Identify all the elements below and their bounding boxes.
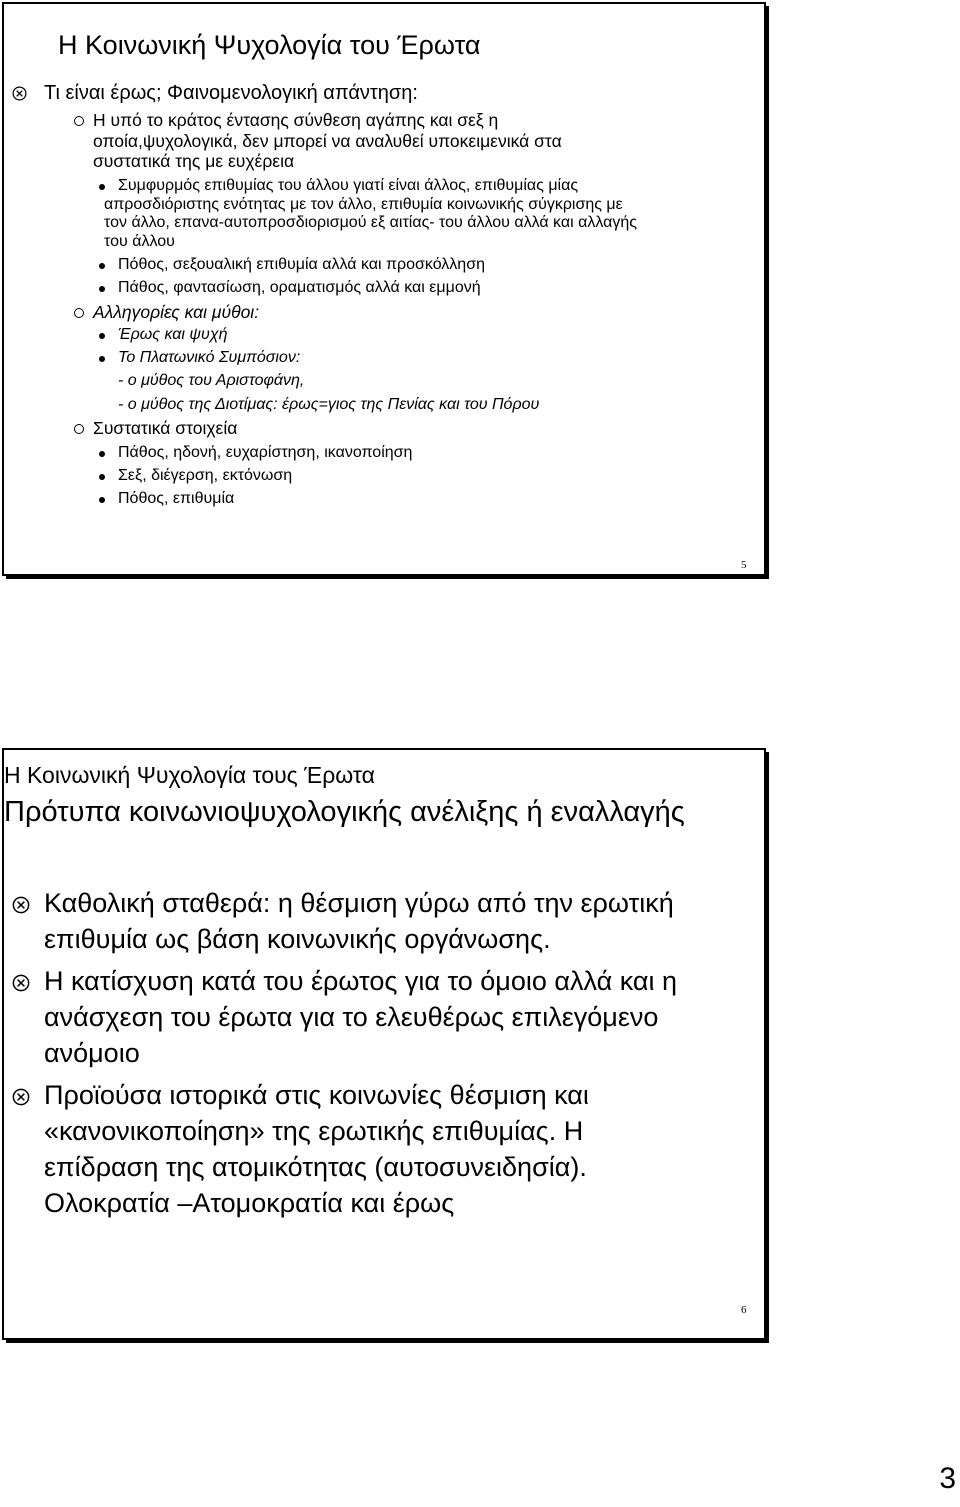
dot-bullet-icon <box>99 286 105 292</box>
point-line: Καθολική σταθερά: η θέσμιση γύρω από την ερωτική <box>44 888 674 918</box>
components-heading: Συστατικά στοιχεία <box>93 418 238 438</box>
hollow-circle-bullet-icon <box>74 116 84 126</box>
dot-bullet-icon <box>99 356 105 362</box>
dot-bullet-icon <box>99 474 105 480</box>
slide-6-title: Η Κοινωνική Ψυχολογία τους Έρωτα <box>4 762 375 788</box>
bullet-text: Πάθος, φαντασίωση, οραματισμός αλλά και εμμονή <box>118 279 481 296</box>
point-line: ανόμοιο <box>44 1038 140 1068</box>
bullet-text: Πόθος, επιθυμία <box>118 490 235 507</box>
slide-5-title: Η Κοινωνική Ψυχολογία του Έρωτα <box>58 30 481 60</box>
slide-5-shadow-right <box>766 6 769 579</box>
dash-line: - ο μύθος της Διοτίμας: έρως=γιος της Πενίας και του Πόρου <box>118 396 540 413</box>
hollow-circle-bullet-icon <box>74 424 84 434</box>
slide-page-number: 5 <box>741 559 747 571</box>
point-line: Η κατίσχυση κατά του έρωτος για το όμοιο αλλά και η <box>44 966 677 996</box>
hollow-circle-bullet-icon <box>74 308 84 318</box>
dot-bullet-icon <box>99 451 105 457</box>
dot-bullet-icon <box>99 184 105 190</box>
point-line: «κανονικοποίηση» της ερωτικής επιθυμίας. Η <box>44 1116 584 1146</box>
document-page-number: 3 <box>939 1462 956 1495</box>
allegories-heading: Αλληγορίες και μύθοι: <box>93 302 260 322</box>
bullet-text: Το Πλατωνικό Συμπόσιον: <box>118 349 301 366</box>
point-line: επίδραση της ατομικότητας (αυτοσυνειδησία). <box>44 1152 587 1182</box>
dot-bullet-icon <box>99 333 105 339</box>
slide-6-subtitle: Πρότυπα κοινωνιοψυχολογικής ανέλιξης ή εναλλαγής <box>4 796 685 828</box>
slide-page-number: 6 <box>741 1304 747 1316</box>
bullet-text: Πόθος, σεξουαλική επιθυμία αλλά και προσκόλληση <box>118 256 485 273</box>
definition-line-3: συστατικά της με ευχέρεια <box>93 151 295 171</box>
question-heading: Τι είναι έρως; Φαινομενολογική απάντηση: <box>44 82 418 104</box>
bullet-text: Σεξ, διέγερση, εκτόνωση <box>118 467 293 484</box>
circle-x-bullet-icon <box>12 1088 30 1106</box>
bullet-text: Πάθος, ηδονή, ευχαρίστηση, ικανοποίηση <box>118 444 413 461</box>
circle-x-bullet-icon <box>12 86 27 101</box>
slide-6-shadow-right <box>766 752 769 1343</box>
point-line: Προϊούσα ιστορικά στις κοινωνίες θέσμιση και <box>44 1080 589 1110</box>
bullet-text: Συμφυρμός επιθυμίας του άλλου γιατί είναι άλλος, επιθυμίας μίας <box>118 177 579 194</box>
bullet-text: Έρως και ψυχή <box>118 326 228 343</box>
bullet-text-cont: απροσδιόριστης ενότητας με τον άλλο, επιθυμία κοινωνικής σύγκρισης με <box>104 196 623 213</box>
point-line: Ολοκρατία –Ατομοκρατία και έρως <box>44 1188 455 1218</box>
definition-line-1: Η υπό το κράτος έντασης σύνθεση αγάπης και σεξ η <box>93 110 499 130</box>
dash-line: - ο μύθος του Αριστοφάνη, <box>118 372 305 389</box>
dot-bullet-icon <box>99 263 105 269</box>
point-line: ανάσχεση του έρωτα για το ελευθέρως επιλεγόμενο <box>44 1002 659 1032</box>
slide-6-shadow-bottom <box>6 1340 769 1343</box>
dot-bullet-icon <box>99 497 105 503</box>
point-line: επιθυμία ως βάση κοινωνικής οργάνωσης. <box>44 924 551 954</box>
definition-line-2: οποία,ψυχολογικά, δεν μπορεί να αναλυθεί υποκειμενικά στα <box>93 131 562 151</box>
circle-x-bullet-icon <box>12 896 30 914</box>
bullet-text-cont: του άλλου <box>104 233 175 250</box>
bullet-text-cont: τον άλλο, επανα-αυτοπροσδιορισμού εξ αιτίας- του άλλου αλλά και αλλαγής <box>104 214 637 231</box>
slide-5-shadow-bottom <box>6 576 769 579</box>
circle-x-bullet-icon <box>12 974 30 992</box>
